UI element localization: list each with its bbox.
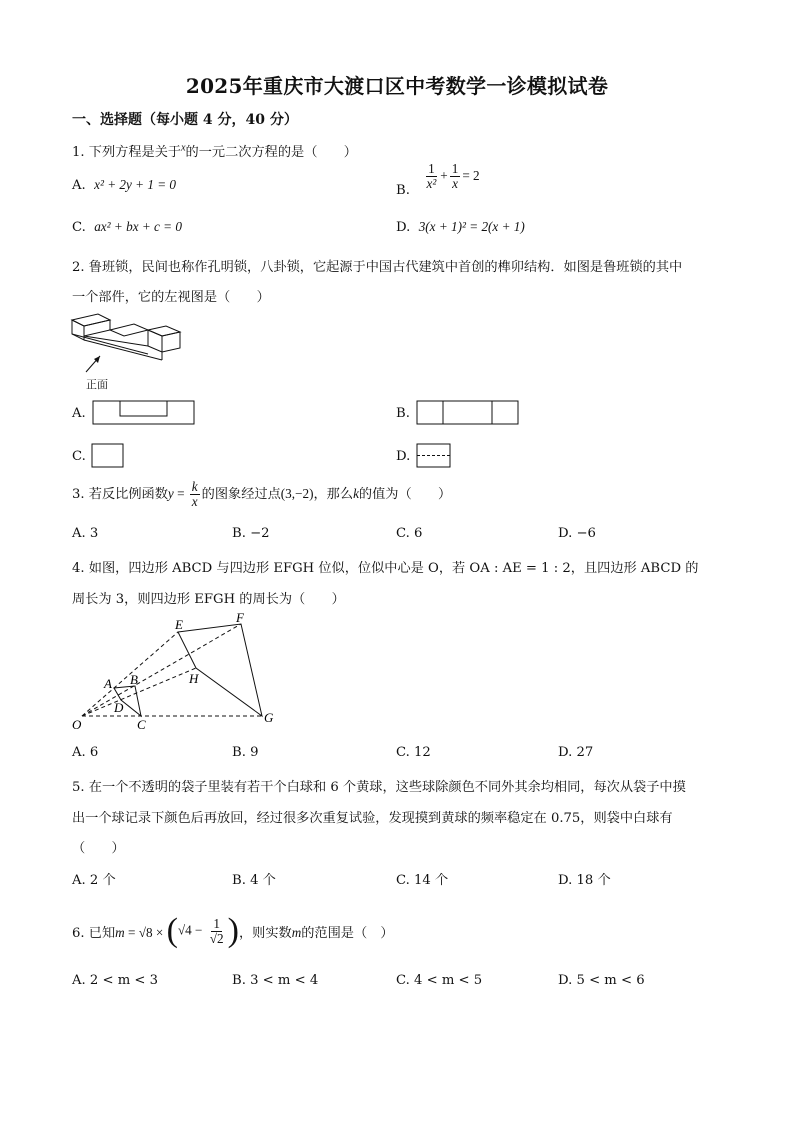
q6-option-c[interactable]: C. 4 < m < 5 xyxy=(396,973,483,988)
q1-option-d[interactable]: D. 3(x + 1)² = 2(x + 1) xyxy=(396,219,525,235)
q3-option-c[interactable]: C. 6 xyxy=(396,526,423,541)
q1-option-b-frac2: $\frac{1}{x}$ xyxy=(451,161,459,191)
label-d: D xyxy=(114,700,124,715)
q1-option-c[interactable]: C. ax² + bx + c = 0 xyxy=(72,219,182,235)
q2-option-b-figure xyxy=(416,400,520,426)
q6-fraction: $\frac{1}{√2}$ xyxy=(209,915,224,946)
q2-option-d-figure xyxy=(416,443,452,469)
q2-option-c[interactable]: C. xyxy=(72,449,86,464)
q1-option-a-expr: x² + 2y + 1 = 0 xyxy=(94,177,177,192)
q5-line3: （ ） xyxy=(72,841,125,856)
q5-option-b[interactable]: B. 4 个 xyxy=(232,873,276,888)
q4-option-b[interactable]: B. 9 xyxy=(232,745,259,760)
q3-k-over-x: $\frac{k}{x}$ xyxy=(191,479,198,509)
q3-stem: 3. 若反比例函数y = $\frac{k}{x}$ 的图象经过点(3,−2)，那么k的值为（ ） xyxy=(72,479,452,509)
q3-option-b[interactable]: B. −2 xyxy=(232,526,270,541)
q5-option-d[interactable]: D. 18 个 xyxy=(558,873,611,888)
q4-line2: 周长为 3，则四边形 EFGH 的周长为（ ） xyxy=(72,592,345,607)
label-a: A xyxy=(104,676,112,691)
q1-stem: 1. 下列方程是关于$^x$的一元二次方程的是（ ） xyxy=(72,142,357,160)
label-f: F xyxy=(236,612,244,625)
q2-option-a[interactable]: A. xyxy=(72,406,86,421)
q6-option-a[interactable]: A. 2 < m < 3 xyxy=(72,973,159,988)
q2-option-a-figure xyxy=(92,400,196,426)
label-g: G xyxy=(264,710,274,725)
q6-option-d[interactable]: D. 5 < m < 6 xyxy=(558,973,645,988)
label-h: H xyxy=(189,671,199,686)
q6-option-b[interactable]: B. 3 < m < 4 xyxy=(232,973,319,988)
label-b: B xyxy=(130,672,138,687)
q3-option-d[interactable]: D. −6 xyxy=(558,526,596,541)
q3-option-a[interactable]: A. 3 xyxy=(72,526,99,541)
q4-option-a[interactable]: A. 6 xyxy=(72,745,99,760)
q2-option-d[interactable]: D. xyxy=(396,449,411,464)
q1-option-b-frac1: $\frac{1}{\text{x²}}$ xyxy=(426,161,437,191)
quad-efgh xyxy=(178,624,262,716)
q4-option-d[interactable]: D. 27 xyxy=(558,745,594,760)
q1-option-b[interactable]: B. $\frac{1}{\text{x²}}$ + $\frac{1}{x}$ = 2 xyxy=(396,161,480,198)
q5-line2: 出一个球记录下颜色后再放回，经过很多次重复试验，发现摸到黄球的频率稳定在 0.75，则袋中白球有 xyxy=(72,811,673,826)
q2-option-b[interactable]: B. xyxy=(396,406,410,421)
front-label: 正面 xyxy=(86,378,108,391)
q2-line2: 一个部件，它的左视图是（ ） xyxy=(72,290,270,305)
front-arrow xyxy=(86,356,100,372)
label-e: E xyxy=(175,617,183,632)
q2-line1: 2. 鲁班锁，民间也称作孔明锁，八卦锁，它起源于中国古代建筑中首创的榫卯结构．如图是鲁班锁的其中 xyxy=(72,260,683,275)
homothety-figure xyxy=(64,612,294,736)
q2-option-c-figure xyxy=(91,443,125,469)
exam-title: 2025年重庆市大渡口区中考数学一诊模拟试卷 xyxy=(185,74,609,98)
q6-stem: 6. 已知m = √8 × (√4 − $\frac{1}{√2}$ )，则实数m的范围是（ ） xyxy=(72,912,394,949)
q5-option-a[interactable]: A. 2 个 xyxy=(72,873,116,888)
label-o: O xyxy=(72,717,82,732)
q5-option-c[interactable]: C. 14 个 xyxy=(396,873,449,888)
q4-option-c[interactable]: C. 12 xyxy=(396,745,431,760)
label-c: C xyxy=(137,717,146,732)
section-heading: 一、选择题（每小题 4 分，40 分） xyxy=(72,112,298,128)
q5-line1: 5. 在一个不透明的袋子里装有若干个白球和 6 个黄球，这些球除颜色不同外其余均相同，每次从袋子中摸 xyxy=(72,780,686,795)
q1-option-a[interactable]: A. x² + 2y + 1 = 0 xyxy=(72,177,177,193)
q4-line1: 4. 如图，四边形 ABCD 与四边形 EFGH 位似，位似中心是 O，若 OA : AE = 1 : 2，且四边形 ABCD 的 xyxy=(72,561,699,576)
